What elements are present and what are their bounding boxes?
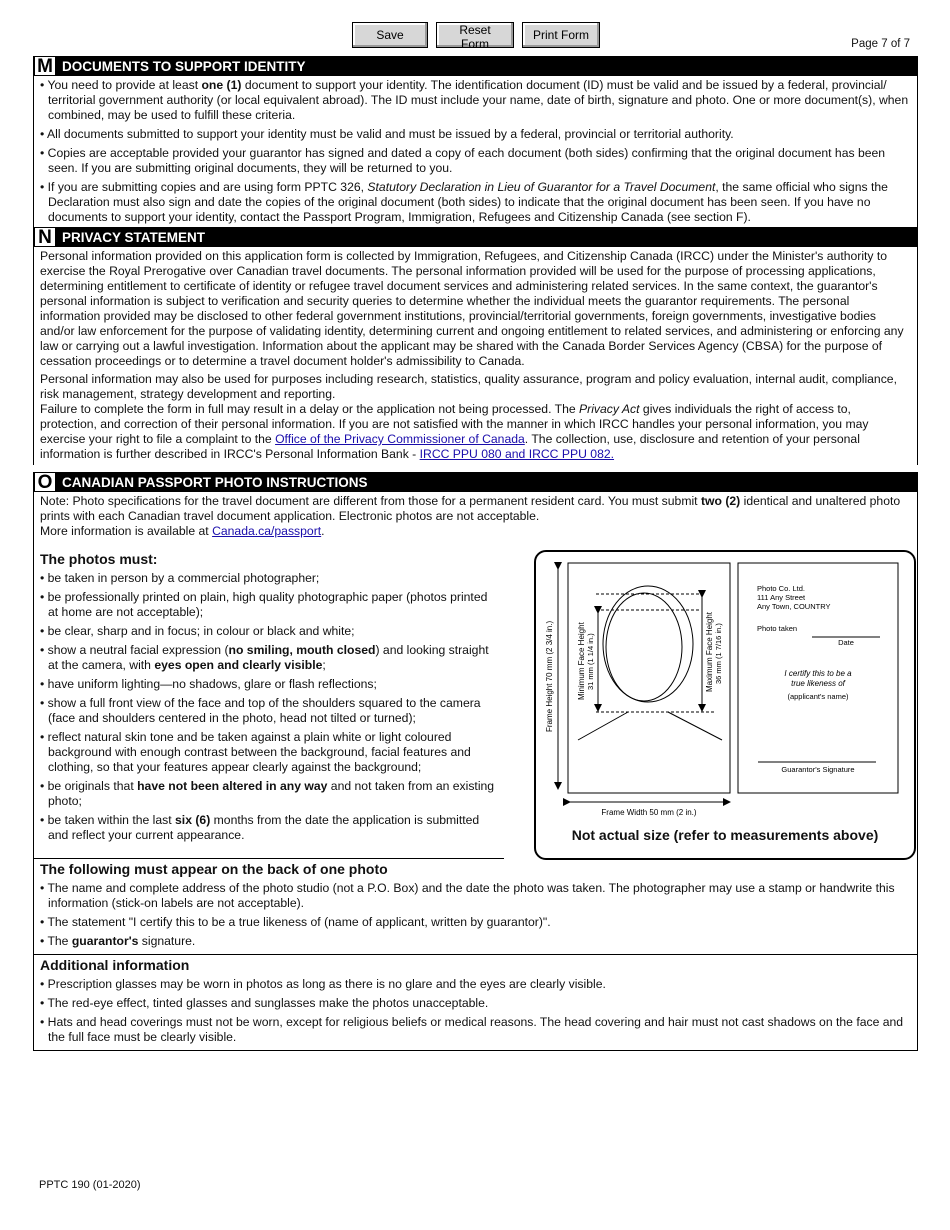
frame-width-label: Frame Width 50 mm (2 in.) bbox=[601, 808, 697, 817]
list-item: • All documents submitted to support your identity must be valid and must be issued by a federal, provincial or territorial authority. bbox=[40, 127, 734, 141]
list-item: • Prescription glasses may be worn in photos as long as there is no glare and the eyes are clearly visible. bbox=[40, 977, 606, 991]
applicant-label: (applicant's name) bbox=[787, 692, 849, 701]
photos-must-heading: The photos must: bbox=[40, 551, 158, 567]
list-item: • reflect natural skin tone and be taken against a plain white or light coloured background with enough contrast between the background, facial features and clothing, so that your features appear clearly against the background; bbox=[40, 730, 471, 774]
certify-line2: true likeness of bbox=[791, 679, 845, 688]
additional-info-heading: Additional information bbox=[40, 957, 190, 973]
page-number: Page 7 of 7 bbox=[851, 38, 910, 50]
list-item: • The guarantor's signature. bbox=[40, 934, 196, 948]
certify-line1: I certify this to be a bbox=[784, 669, 852, 678]
min-face-oval bbox=[606, 593, 682, 701]
guarantor-signature-label: Guarantor's Signature bbox=[781, 765, 855, 774]
list-item: • You need to provide at least one (1) document to support your identity. The identification document (ID) must be valid and be issued by a federal, provincial/ territorial government authority (or local equivalent abroad). The ID must include your name, date of birth, signature and photo. One or more document(s), when combined, may be used to fulfill these criteria. bbox=[40, 78, 909, 122]
max-face-mm: 36 mm (1 7/16 in.) bbox=[714, 623, 723, 684]
section-n-header bbox=[34, 227, 917, 247]
section-m-header bbox=[34, 56, 917, 76]
form-toolbar bbox=[352, 22, 600, 51]
list-item: • The name and complete address of the photo studio (not a P.O. Box) and the date the photo was taken. The photographer may use a stamp or handwrite this information (stick-on labels are not acceptable). bbox=[40, 881, 895, 910]
divider bbox=[34, 858, 504, 859]
min-face-label: Minimum Face Height bbox=[577, 622, 586, 700]
list-item: • Hats and head coverings must not be worn, except for religious beliefs or medical reasons. The head covering and hair must not cast shadows on the face and the full face must be clearly visible. bbox=[40, 1015, 904, 1044]
list-item: • be taken within the last six (6) months from the date the application is submitted and reflect your current appearance. bbox=[40, 813, 480, 842]
list-item: • be clear, sharp and in focus; in colour or black and white; bbox=[40, 624, 355, 638]
section-letter: M bbox=[34, 56, 56, 76]
section-letter: N bbox=[34, 227, 56, 247]
list-item: • The red-eye effect, tinted glasses and sunglasses make the photos unacceptable. bbox=[40, 996, 489, 1010]
list-item: • show a full front view of the face and top of the shoulders squared to the camera (face and shoulders centered in the photo, head not tilted or turned); bbox=[40, 696, 481, 725]
list-item: • have uniform lighting—no shadows, glare or flash reflections; bbox=[40, 677, 377, 691]
studio-name: Photo Co. Ltd. bbox=[757, 584, 805, 593]
studio-town: Any Town, COUNTRY bbox=[757, 602, 831, 611]
list-item: • If you are submitting copies and are using form PPTC 326, Statutory Declaration in Lieu of Guarantor for a Travel Document, the same official who signs the Declaration must also sign and date the copies of the original document (both sides) to indicate that the original document has been seen. If you have no documents to support your identity, contact the Passport Program, Immigration, Refugees and Citizenship Canada (see section F). bbox=[40, 180, 888, 224]
photo-diagram bbox=[534, 550, 916, 860]
print-form-button[interactable]: Print Form bbox=[522, 22, 600, 48]
studio-street: 111 Any Street bbox=[757, 593, 806, 602]
privacy-paragraph: Personal information provided on this application form is collected by Immigration, Refugees, and Citizenship Canada (IRCC) under the Minister's authority to exercise the Royal Prerogative over Canadian travel documents. The personal information provided will be used for the purpose of processing applications, determining entitlement to certificate of identity or refugee travel document services and administering related services. In the same context, the guarantor's personal information is subject to verification and security queries to determine whether the individual meets the guarantor requirements. The personal information provided may be disclosed to other federal government institutions, provincial/territorial governments, foreign governments, investigative bodies and/or law enforcement for the purpose of validating identity, determining current and ongoing entitlement to related services, and administering or enforcing any law or carrying out a lawful investigation. Information about the applicant may be shared with the Canada Border Services Agency (CBSA) for the purpose of cessation proceedings or to determine a travel document holder's admissibility to Canada. bbox=[40, 249, 904, 368]
privacy-paragraph: Failure to complete the form in full may result in a delay or the application not being processed. The Privacy Act gives individuals the right of access to, protection, and correction of their personal information. If you are not satisfied with the manner in which IRCC handles your personal information, you may exercise your right to file a complaint to the Office of the Privacy Commissioner of Canada. The collection, use, disclosure and retention of your personal information is further described in IRCC's Personal Information Bank - IRCC PPU 080 and IRCC PPU 082. bbox=[40, 402, 869, 461]
privacy-paragraph: Personal information may also be used for purposes including research, statistics, quality assurance, program and policy evaluation, internal audit, compliance, risk management, strategy development and reporting. bbox=[40, 372, 897, 401]
section-letter: O bbox=[34, 472, 56, 492]
list-item: • be originals that have not been altered in any way and not taken from an existing photo; bbox=[40, 779, 495, 808]
back-of-photo-heading: The following must appear on the back of one photo bbox=[40, 861, 388, 877]
form-code: PPTC 190 (01-2020) bbox=[39, 1179, 141, 1191]
max-face-label: Maximum Face Height bbox=[705, 611, 714, 692]
save-button[interactable]: Save bbox=[352, 22, 428, 48]
frame-height-label: Frame Height 70 mm (2 3/4 in.) bbox=[545, 620, 554, 732]
list-item: • The statement "I certify this to be a true likeness of (name of applicant, written by guarantor)". bbox=[40, 915, 551, 929]
privacy-commissioner-link[interactable]: Office of the Privacy Commissioner of Canada bbox=[275, 432, 525, 446]
more-info: More information is available at Canada.ca/passport. bbox=[40, 524, 325, 538]
divider bbox=[34, 954, 917, 955]
list-item: • be professionally printed on plain, high quality photographic paper (photos printed at home are not acceptable); bbox=[40, 590, 488, 619]
reset-form-button[interactable]: Reset Form bbox=[436, 22, 514, 48]
min-face-mm: 31 mm (1 1/4 in.) bbox=[586, 633, 595, 690]
list-item: • be taken in person by a commercial photographer; bbox=[40, 571, 320, 585]
list-item: • show a neutral facial expression (no smiling, mouth closed) and looking straight at the camera, with eyes open and clearly visible; bbox=[40, 643, 489, 672]
photo-specification-diagram bbox=[536, 552, 914, 858]
date-label: Date bbox=[838, 638, 854, 647]
section-title: DOCUMENTS TO SUPPORT IDENTITY bbox=[62, 58, 306, 74]
photo-taken-label: Photo taken bbox=[757, 624, 798, 633]
section-o-header bbox=[34, 472, 917, 492]
photo-note: Note: Photo specifications for the travel document are different from those for a permanent resident card. You must submit two (2) identical and unaltered photo prints with each Canadian travel document application. Electronic photos are not acceptable. bbox=[40, 494, 901, 523]
ircc-ppu-link[interactable]: IRCC PPU 080 and IRCC PPU 082. bbox=[419, 447, 615, 461]
section-n bbox=[33, 227, 918, 465]
section-m bbox=[33, 56, 918, 228]
section-title: CANADIAN PASSPORT PHOTO INSTRUCTIONS bbox=[62, 474, 368, 490]
list-item: • Copies are acceptable provided your guarantor has signed and dated a copy of each document (both sides) confirming that the original document has been seen. If you are submitting original documents, they will be returned to you. bbox=[40, 146, 886, 175]
canada-passport-link[interactable]: Canada.ca/passport bbox=[212, 524, 322, 538]
section-title: PRIVACY STATEMENT bbox=[62, 229, 206, 245]
diagram-caption: Not actual size (refer to measurements above) bbox=[571, 827, 879, 843]
